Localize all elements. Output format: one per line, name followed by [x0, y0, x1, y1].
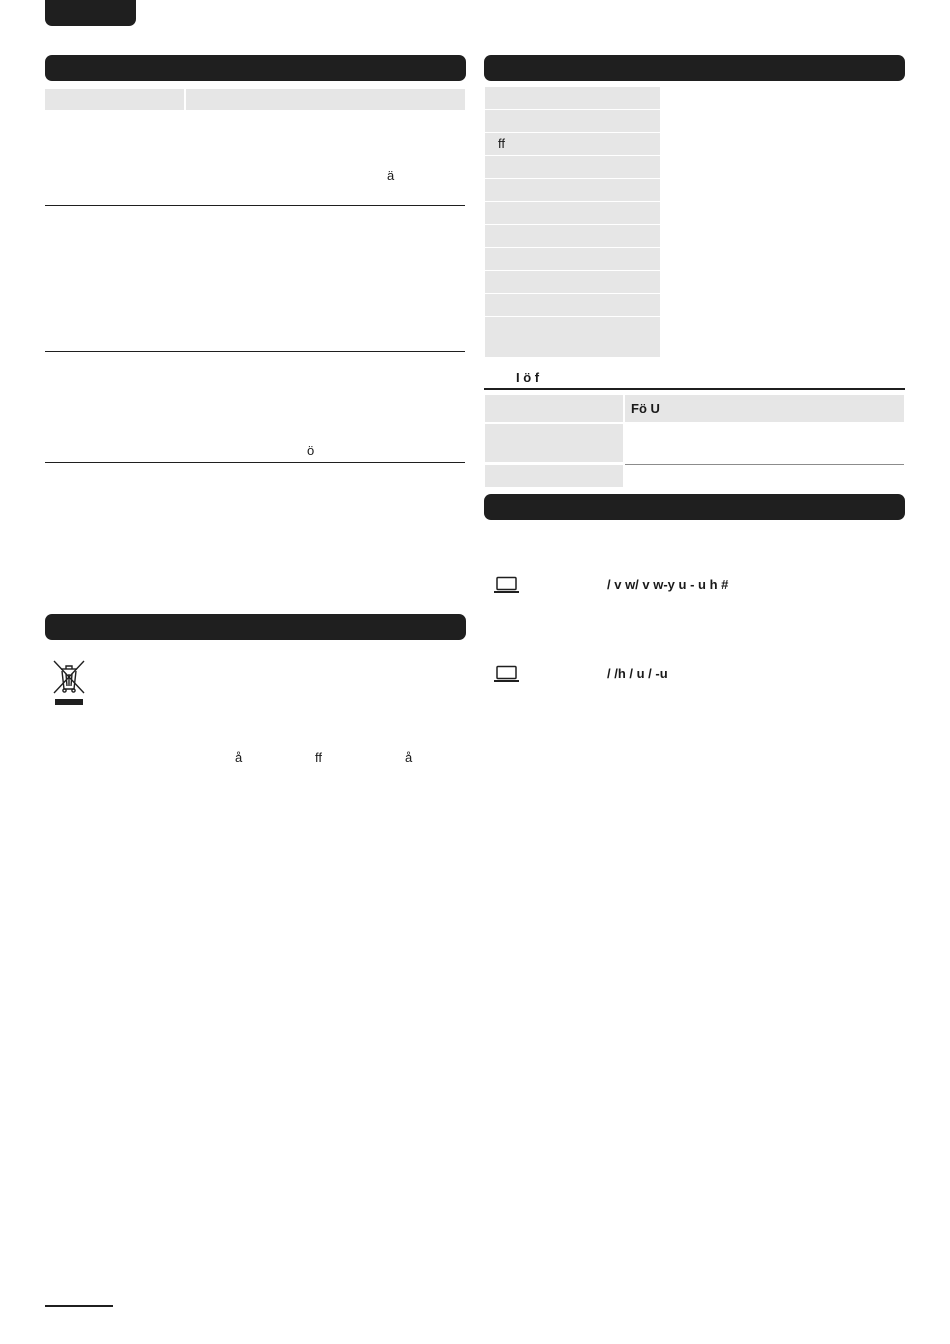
spec-row [485, 225, 660, 247]
disposal-glyph-1: å [235, 750, 243, 765]
spec-row [485, 248, 660, 270]
right-section-header [484, 55, 905, 81]
table-row3-glyph: ö [307, 443, 315, 458]
crossed-out-wheelie-bin-icon [52, 659, 86, 707]
table-row-divider-3 [45, 462, 465, 463]
spec-row [485, 110, 660, 132]
spec-row [485, 317, 660, 357]
spec-row [485, 156, 660, 178]
laptop-icon [493, 576, 520, 595]
footer-rule [45, 1305, 113, 1307]
spec-row [485, 271, 660, 293]
table-row1-glyph: ä [387, 168, 395, 183]
left-section-header [45, 55, 466, 81]
table-row-divider-1 [45, 205, 465, 206]
page-tab-marker [45, 0, 136, 26]
disposal-glyph-2: ff [315, 750, 322, 765]
info-table-header-right: Fö U [625, 395, 904, 422]
table-header-left [45, 89, 184, 110]
disposal-section-title: B k ff ( fö u ) [97, 643, 197, 662]
info-table-label-1 [485, 395, 623, 422]
spec-row [485, 202, 660, 224]
service-section-title: Å k h jä [535, 523, 596, 542]
info-table-divider [625, 464, 904, 465]
service-link-2[interactable]: / /h / u / -u [607, 666, 668, 681]
spec-row [485, 87, 660, 109]
info-table-label-2 [485, 424, 623, 462]
info-heading-rule [484, 388, 905, 390]
disposal-glyph-3: å [405, 750, 413, 765]
spec-row [485, 179, 660, 201]
info-heading: I ö f [516, 370, 540, 385]
service-section-header [484, 494, 905, 542]
service-link-1[interactable]: / v w/ v w-y u - u h # [607, 577, 729, 592]
info-table-label-3 [485, 465, 623, 487]
table-header-right [186, 89, 465, 110]
spec-row [485, 294, 660, 316]
spec-row: ff [485, 133, 660, 155]
laptop-icon [493, 665, 520, 684]
disposal-section-header [45, 614, 466, 662]
table-row-divider-2 [45, 351, 465, 352]
